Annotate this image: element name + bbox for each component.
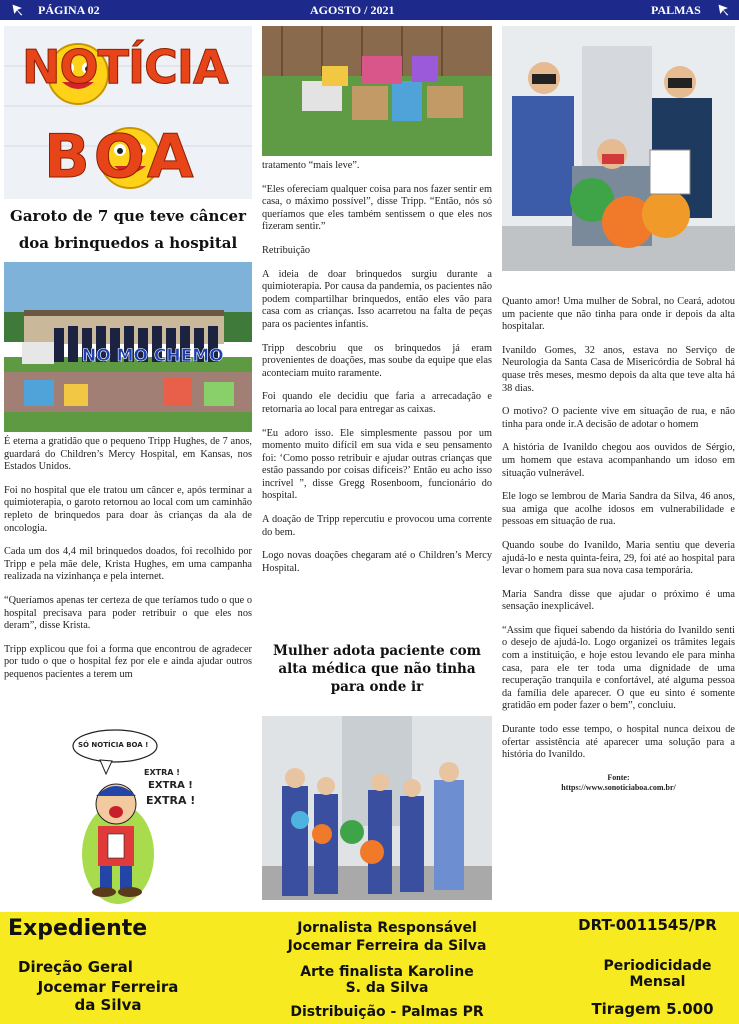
story2-paragraph: Quanto amor! Uma mulher de Sobral, no Ceará, adotou um paciente que não tinha para onde ir depois da alta hospitalar. xyxy=(502,296,735,333)
expediente-title: Expediente xyxy=(8,916,148,941)
story1-column2 xyxy=(262,160,492,586)
story2-paragraph: “Assim que fiquei sabendo da história do Ivanildo senti o desejo de ajudá-lo. Logo organizei os trâmites legais com a instituição, e hoje estou levando ele para minha casa, para ele ter toda uma dignidade de uma recuperação tranquila e confortável, até alguma pessoa da família dele aparecer. O que eu sinto é somente gratidão em poder fazer o bem”, concluiu. xyxy=(502,624,735,712)
source-url: https://www.sonoticiaboa.com.br/ xyxy=(561,782,676,792)
issue-date: AGOSTO / 2021 xyxy=(310,3,395,17)
story2-paragraph: A história de Ivanildo chegou aos ouvidos de Sérgio, um homem que estava acompanhando um idoso em situação vulnerável. xyxy=(502,442,735,479)
story1-paragraph: Foi quando ele decidiu que faria a arrecadação e retornaria ao local para entregar as caixas. xyxy=(262,391,492,415)
story1-paragraph: Foi no hospital que ele tratou um câncer e, após terminar a quimioterapia, o garoto retornou ao local com um caminhão repleto de brinquedos para doar às crianças da ala de oncologia. xyxy=(4,484,252,534)
drt-number: DRT-0011545/PR xyxy=(578,916,717,934)
distribuicao: Distribuição - Palmas PR xyxy=(290,1004,484,1020)
cursor-arrow-icon xyxy=(10,2,26,18)
photo-sign-text: NO MO CHEMO xyxy=(82,346,224,366)
source-label: Fonte: xyxy=(607,772,630,782)
story2-paragraph: O motivo? O paciente vive em situação de rua, e não tinha para onde ir.A decisão de adotar o homem xyxy=(502,406,735,430)
page-header xyxy=(0,0,739,20)
story2-paragraph: Maria Sandra disse que ajudar o próximo é uma sensação inexplicável. xyxy=(502,588,735,613)
story1-paragraph: A ideia de doar brinquedos surgiu durante a quimioterapia. Por causa da pandemia, os pacientes não podem compartilhar brinquedos, então eles vão para casa com as crianças. Isso acarretou na falta de peças para os pacientes infantis. xyxy=(262,268,492,330)
arte-finalista: S. da Silva xyxy=(345,980,429,996)
logo-word-boa: BOA xyxy=(44,122,198,192)
story1-paragraph: Tripp descobriu que os brinquedos já eram provenientes de doações, mas soube da equipe que elas aconteciam muito raramente. xyxy=(262,342,492,379)
expediente-footer xyxy=(0,912,739,1024)
arte-finalista: Arte finalista Karoline xyxy=(300,964,474,980)
mascot-shout: EXTRA ! xyxy=(146,794,196,807)
story1-paragraph: Cada um dos 4,4 mil brinquedos doados, foi recolhido por Tripp e pela mãe dele, Krista Hughes, em uma campanha realizada na vizinhança e pela internet. xyxy=(4,546,252,583)
story1-subheading: Retribuição xyxy=(262,244,311,256)
story2-paragraph: Ele logo se lembrou de Maria Sandra da Silva, 46 anos, sua amiga que acolhe idosos em vulnerabilidade e pessoas em situação de rua. xyxy=(502,491,735,528)
story1-paragraph: tratamento “mais leve”. xyxy=(262,160,360,171)
mascot-shout: EXTRA ! xyxy=(148,780,193,791)
tripp-donation-photo xyxy=(4,262,252,432)
story2-paragraph: Durante todo esse tempo, o hospital nunca deixou de ofertar assistência até aparecer uma solução para a história do Ivanildo. xyxy=(502,724,735,761)
mascot-illustration xyxy=(60,724,200,904)
story1-paragraph: A doação de Tripp repercutiu e provocou uma corrente do bem. xyxy=(262,514,492,538)
direcao-name: da Silva xyxy=(74,996,142,1014)
story2-paragraph: Quando soube do Ivanildo, Maria sentiu que deveria ajudá-lo e nesta quinta-feira, 29, foi até ao hospital para levar o homem para sua nova casa temporária. xyxy=(502,539,735,577)
direcao-name: Jocemar Ferreira xyxy=(37,978,179,996)
mascot-shout: EXTRA ! xyxy=(144,768,180,777)
story1-paragraph: Logo novas doações chegaram até o Children’s Mercy Hospital. xyxy=(262,550,492,574)
story1-paragraph: “Eles ofereciam qualquer coisa para nos fazer sentir em casa, o máximo possível”, disse Tripp. “Então, nós só queríamos que eles também sentissem o que eles nos fizeram sentir.” xyxy=(262,183,492,233)
story1-paragraph: Tripp explicou que foi a forma que encontrou de agradecer por tudo o que o hospital fez por ele e ainda ajudar outros pequenos pacientes a terem um xyxy=(4,643,252,680)
story1-paragraph: “Eu adoro isso. Ele simplesmente passou por um momento muito difícil em sua vida e seu pensamento foi: ‘Como posso retribuir e ajudar outras crianças que estão passando por coisas difíceis?’ Então eu acho isso incrível ”, disse Gregg Rosenboom, funcionário do hospital. xyxy=(262,427,492,502)
periodicidade-label: Periodicidade xyxy=(603,958,712,974)
mascot-speech-bubble: SÓ NOTÍCIA BOA ! xyxy=(78,741,149,749)
cursor-arrow-icon xyxy=(716,2,732,18)
patient-adoption-photo xyxy=(502,26,735,271)
jornalista-label: Jornalista Responsável xyxy=(297,920,477,936)
tiragem: Tiragem 5.000 xyxy=(591,1000,714,1018)
page-number: PÁGINA 02 xyxy=(38,3,100,17)
story2-column xyxy=(502,296,735,793)
jornalista-name: Jocemar Ferreira da Silva xyxy=(287,938,487,954)
periodicidade-value: Mensal xyxy=(629,974,686,990)
story2-paragraph: Ivanildo Gomes, 32 anos, estava no Serviço de Neurologia da Santa Casa de Misericórdia de Sobral há quase três meses, mesmo depois da alta que teve alta há 38 dias. xyxy=(502,344,735,394)
story1-paragraph: “Queríamos apenas ter certeza de que teríamos tudo o que o hospital precisava para poder retribuir o que eles nos deram”, disse Krista. xyxy=(4,594,252,632)
story1-headline: Garoto de 7 que teve câncer doa brinquedos a hospital xyxy=(10,207,246,252)
toy-boxes-photo xyxy=(262,26,492,156)
direcao-label: Direção Geral xyxy=(18,958,133,976)
city-name: PALMAS xyxy=(651,3,701,17)
logo-word-noticia: NOTÍCIA xyxy=(22,40,228,94)
story1-paragraph: É eterna a gratidão que o pequeno Tripp Hughes, de 7 anos, guardará do Children’s Mercy Hospital, em Kansas, nos Estados Unidos. xyxy=(4,436,252,473)
story1-column1 xyxy=(4,436,252,693)
hospital-staff-photo xyxy=(262,716,492,900)
noticia-boa-logo xyxy=(4,26,252,199)
story2-headline: Mulher adota paciente com alta médica que não tinha para onde ir xyxy=(273,643,481,695)
